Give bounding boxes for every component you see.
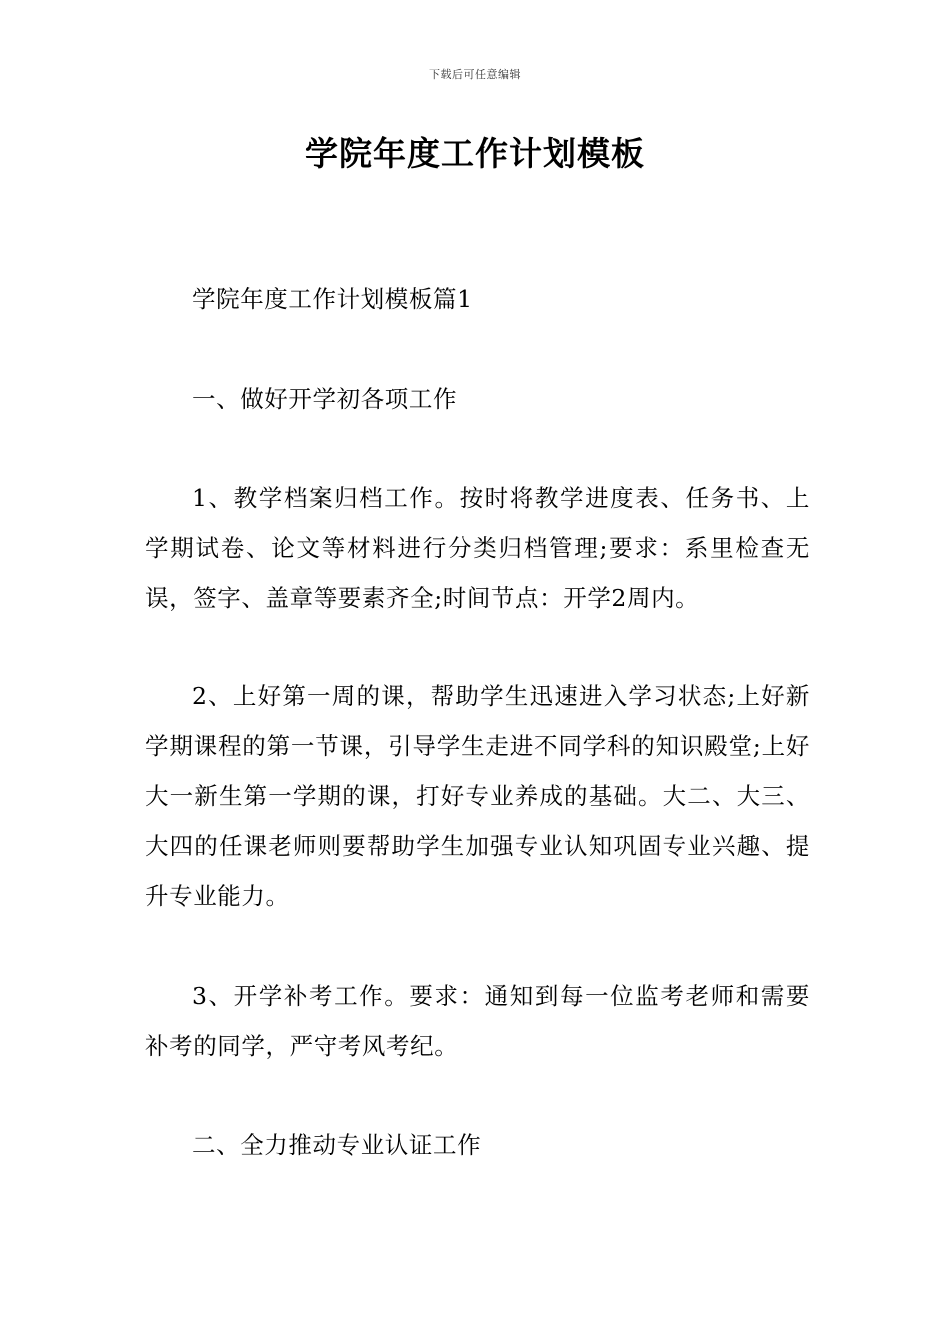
heading-2: 二、全力推动专业认证工作 [192, 1131, 482, 1159]
heading-1: 一、做好开学初各项工作 [192, 385, 458, 413]
paragraph-item-3: 3、开学补考工作。要求：通知到每一位监考老师和需要补考的同学，严守考风考纪。 [145, 982, 810, 1060]
paragraph-item-1: 1、教学档案归档工作。按时将教学进度表、任务书、上学期试卷、论文等材料进行分类归档管理;要求：系里检查无误，签字、盖章等要素齐全;时间节点：开学2周内。 [145, 484, 810, 612]
section-title: 学院年度工作计划模板篇1 [192, 285, 473, 313]
document-title: 学院年度工作计划模板 [305, 134, 645, 173]
header-note: 下载后可任意编辑 [429, 68, 521, 81]
paragraph-item-2: 2、上好第一周的课，帮助学生迅速进入学习状态;上好新学期课程的第一节课，引导学生走进不同学科的知识殿堂;上好大一新生第一学期的课，打好专业养成的基础。大二、大三、大四的任课老师则要帮助学生加强专业认知巩固专业兴趣、提升专业能力。 [145, 682, 810, 910]
